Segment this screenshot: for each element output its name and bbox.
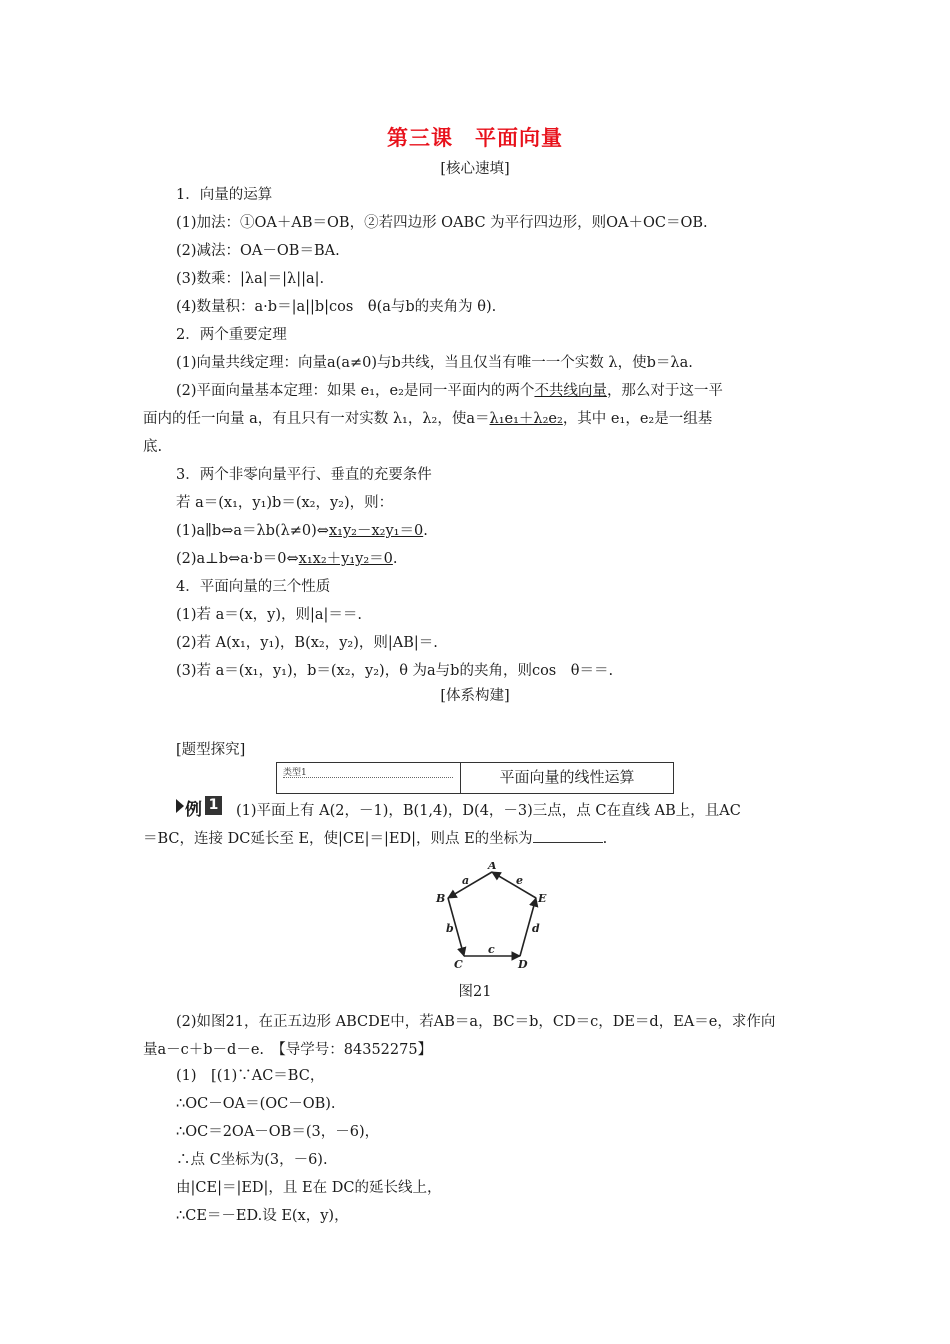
text-perpendicular-condition [176, 547, 398, 568]
heading-vector-operations: 1．向量的运算 [176, 187, 273, 203]
edge-e-arrow [492, 872, 536, 898]
text-subtraction: (2)减法：OA－OB＝BA. [176, 243, 340, 259]
text-basis-theorem-line3: 底. [143, 439, 163, 455]
underlined-answer: 不共线向量 [534, 383, 607, 399]
example-number: 1 [205, 796, 222, 815]
heading-parallel-perpendicular: 3．两个非零向量平行、垂直的充要条件 [176, 467, 432, 483]
example-label: 例 [185, 800, 202, 820]
text-scalar-multiplication: (3)数乘：|λa|＝|λ||a|. [176, 271, 325, 287]
text-segment: . [602, 831, 608, 847]
type-tag-dotted-line [283, 777, 453, 778]
vertex-label: A [488, 862, 497, 872]
text-angle: (3)若 a＝(x₁，y₁)，b＝(x₂，y₂)，θ 为a与b的夹角，则cos θ＝＝. [176, 663, 614, 679]
section-core-heading: [核心速填] [440, 161, 510, 177]
example-part1-line2 [143, 827, 607, 848]
solution-line-4: ∴点 C坐标为(3，－6). [176, 1152, 328, 1168]
solution-line-2: ∴OC－OA＝(OC－OB). [176, 1096, 336, 1112]
solution-line-5: 由|CE|＝|ED|，且 E在 DC的延长线上， [176, 1180, 442, 1196]
edge-label: b [446, 922, 454, 935]
text-magnitude: (1)若 a＝(x，y)，则|a|＝＝. [176, 607, 363, 623]
pentagon-figure [432, 862, 552, 972]
edge-label: c [488, 943, 495, 956]
example-arrow-icon [176, 799, 184, 813]
underlined-answer: x₁y₂－x₂y₁＝0 [328, 523, 424, 539]
text-collinear-theorem: (1)向量共线定理：向量a(a≠0)与b共线，当且仅当有唯一一个实数 λ，使b＝λa. [176, 355, 693, 371]
text-addition: (1)加法：①OA＋AB＝OB，②若四边形 OABC 为平行四边形，则OA＋OC＝OB. [176, 215, 708, 231]
example-part1-line1: (1)平面上有 A(2，－1)，B(1,4)，D(4，－3)三点，点 C在直线 AB上，且AC [236, 803, 741, 819]
type-title: 平面向量的线性运算 [499, 768, 635, 786]
answer-blank [533, 830, 603, 843]
vertex-label: C [454, 958, 463, 971]
type-tag: 类型1 [283, 768, 307, 778]
heading-three-properties: 4．平面向量的三个性质 [176, 579, 331, 595]
example-part2-line1: (2)如图21，在正五边形 ABCDE中，若AB＝a，BC＝b，CD＝c，DE＝d，EA＝e，求作向 [176, 1014, 776, 1030]
text-segment: 面内的任一向量 a，有且只有一对实数 λ₁，λ₂，使a＝ [143, 411, 490, 427]
text-segment: ，那么对于这一平 [606, 383, 723, 399]
text-segment: . [392, 551, 398, 567]
vertex-label: E [538, 892, 547, 905]
text-dot-product: (4)数量积：a·b＝|a||b|cos θ(a与b的夹角为 θ). [176, 299, 497, 315]
text-basis-theorem-line1 [176, 379, 723, 400]
text-segment: (2)平面向量基本定理：如果 e₁，e₂是同一平面内的两个 [176, 383, 535, 399]
edge-label: e [516, 874, 523, 887]
vertex-label: B [436, 892, 446, 905]
example-part2-line2: 量a－c＋b－d－e. 【导学号：84352275】 [143, 1042, 433, 1058]
heading-two-theorems: 2．两个重要定理 [176, 327, 287, 343]
edge-label: a [462, 874, 470, 887]
solution-line-6: ∴CE＝－ED.设 E(x，y)， [176, 1208, 349, 1224]
section-system-heading: [体系构建] [440, 688, 510, 704]
page-title: 第三课 平面向量 [387, 126, 563, 150]
section-types-heading: [题型探究] [176, 742, 246, 758]
vertex-label: D [518, 958, 528, 971]
text-segment: (1)a∥b⇔a＝λb(λ≠0)⇔ [176, 523, 329, 539]
text-parallel-condition [176, 519, 428, 540]
text-coordinates: 若 a＝(x₁，y₁)b＝(x₂，y₂)，则： [176, 495, 394, 511]
text-segment: ，其中 e₁，e₂是一组基 [562, 411, 713, 427]
text-segment: (2)a⊥b⇔a·b＝0⇔ [176, 551, 299, 567]
underlined-answer: x₁x₂＋y₁y₂＝0 [298, 551, 393, 567]
text-basis-theorem-line2 [143, 407, 712, 428]
solution-line-3: ∴OC＝2OA－OB＝(3，－6)， [176, 1124, 380, 1140]
solution-line-1: (1) [(1)∵AC＝BC， [176, 1068, 325, 1084]
edge-a-arrow [448, 872, 492, 898]
text-segment: ＝BC，连接 DC延长至 E，使|CE|＝|ED|，则点 E的坐标为 [143, 831, 533, 847]
type-box [276, 762, 674, 794]
example-marker [176, 795, 224, 820]
figure-caption: 图21 [458, 984, 492, 1000]
edge-label: d [532, 922, 540, 935]
text-segment: . [423, 523, 428, 539]
underlined-answer: λ₁e₁＋λ₂e₂ [489, 411, 563, 427]
text-distance: (2)若 A(x₁，y₁)，B(x₂，y₂)，则|AB|＝. [176, 635, 438, 651]
